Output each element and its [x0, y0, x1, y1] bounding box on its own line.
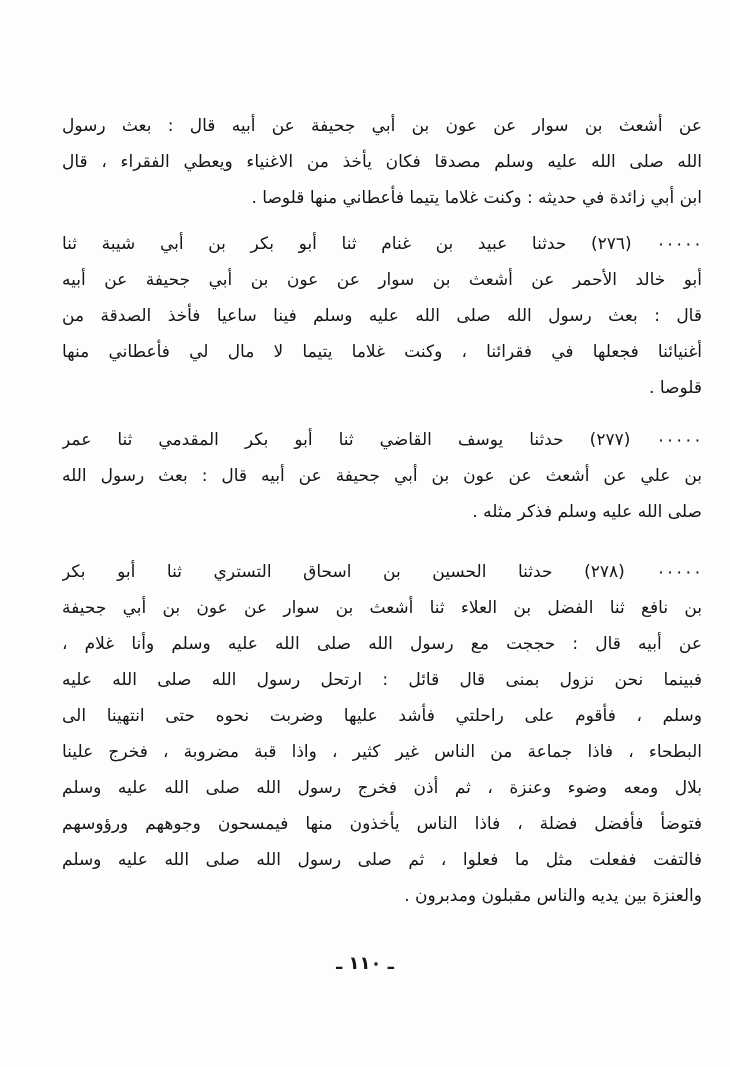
text-line: وسلم ، فأقوم على راحلتي فأشد عليها وضربت نحوه حتى انتهينا الى: [62, 706, 702, 726]
text-line: قال : بعث رسول الله صلى الله عليه وسلم فينا ساعيا فأخذ الصدقة من: [62, 306, 702, 326]
text-line: الله صلى الله عليه وسلم مصدقا فكان يأخذ من الاغنياء ويعطي الفقراء ، قال: [62, 152, 702, 172]
text-line: عن أشعث بن سوار عن عون بن أبي جحيفة عن أبيه قال : بعث رسول: [62, 116, 702, 136]
paragraph-277: [62, 422, 702, 530]
text-line: فالتفت ففعلت مثل ما فعلوا ، ثم صلى رسول الله صلى الله عليه وسلم: [62, 850, 702, 870]
text-line: البطحاء ، فاذا جماعة من الناس غير كثير ، واذا قبة مضروبة ، فخرج علينا: [62, 742, 702, 762]
text-line: بن نافع ثنا الفضل بن العلاء ثنا أشعث بن سوار عن عون بن أبي جحيفة: [62, 598, 702, 618]
page-number: ـ ١١٠ ـ: [336, 953, 394, 974]
text-line: فتوضأ فأفضل فضلة ، فاذا الناس يأخذون منها فيمسحون وجوههم ورؤوسهم: [62, 814, 702, 834]
text-line: فبينما نحن نزول بمنى قال قائل : ارتحل رسول الله صلى الله عليه: [62, 670, 702, 690]
paragraph-278: [62, 554, 702, 914]
text-line: ٠٠٠٠٠ (٢٧٧) حدثنا يوسف القاضي ثنا أبو بكر المقدمي ثنا عمر: [62, 430, 702, 450]
text-line: بلال ومعه وضوء وعنزة ، ثم أذن فخرج رسول الله صلى الله عليه وسلم: [62, 778, 702, 798]
paragraph-276: [62, 226, 702, 406]
text-line: أبو خالد الأحمر عن أشعث بن سوار عن عون بن أبي جحيفة عن أبيه: [62, 270, 702, 290]
text-line: بن علي عن أشعث عن عون بن أبي جحيفة عن أبيه قال : بعث رسول الله: [62, 466, 702, 486]
text-line: عن أبيه قال : حججت مع رسول الله صلى الله عليه وسلم وأنا غلام ،: [62, 634, 702, 654]
text-line: ٠٠٠٠٠ (٢٧٨) حدثنا الحسين بن اسحاق التستري ثنا أبو بكر: [62, 562, 702, 582]
text-line: ٠٠٠٠٠ (٢٧٦) حدثنا عبيد بن غنام ثنا أبو بكر بن أبي شيبة ثنا: [62, 234, 702, 254]
text-line: والعنزة بين يديه والناس مقبلون ومدبرون .: [404, 886, 702, 906]
text-line: صلى الله عليه وسلم فذكر مثله .: [472, 502, 702, 522]
text-line: أغنيائنا فجعلها في فقرائنا ، وكنت غلاما يتيما لا مال لي فأعطاني منها: [62, 342, 702, 362]
text-line: ابن أبي زائدة في حديثه : وكنت غلاما يتيما فأعطاني منها قلوصا .: [251, 188, 702, 208]
text-line: قلوصا .: [649, 378, 702, 398]
paragraph-1: [62, 108, 702, 216]
